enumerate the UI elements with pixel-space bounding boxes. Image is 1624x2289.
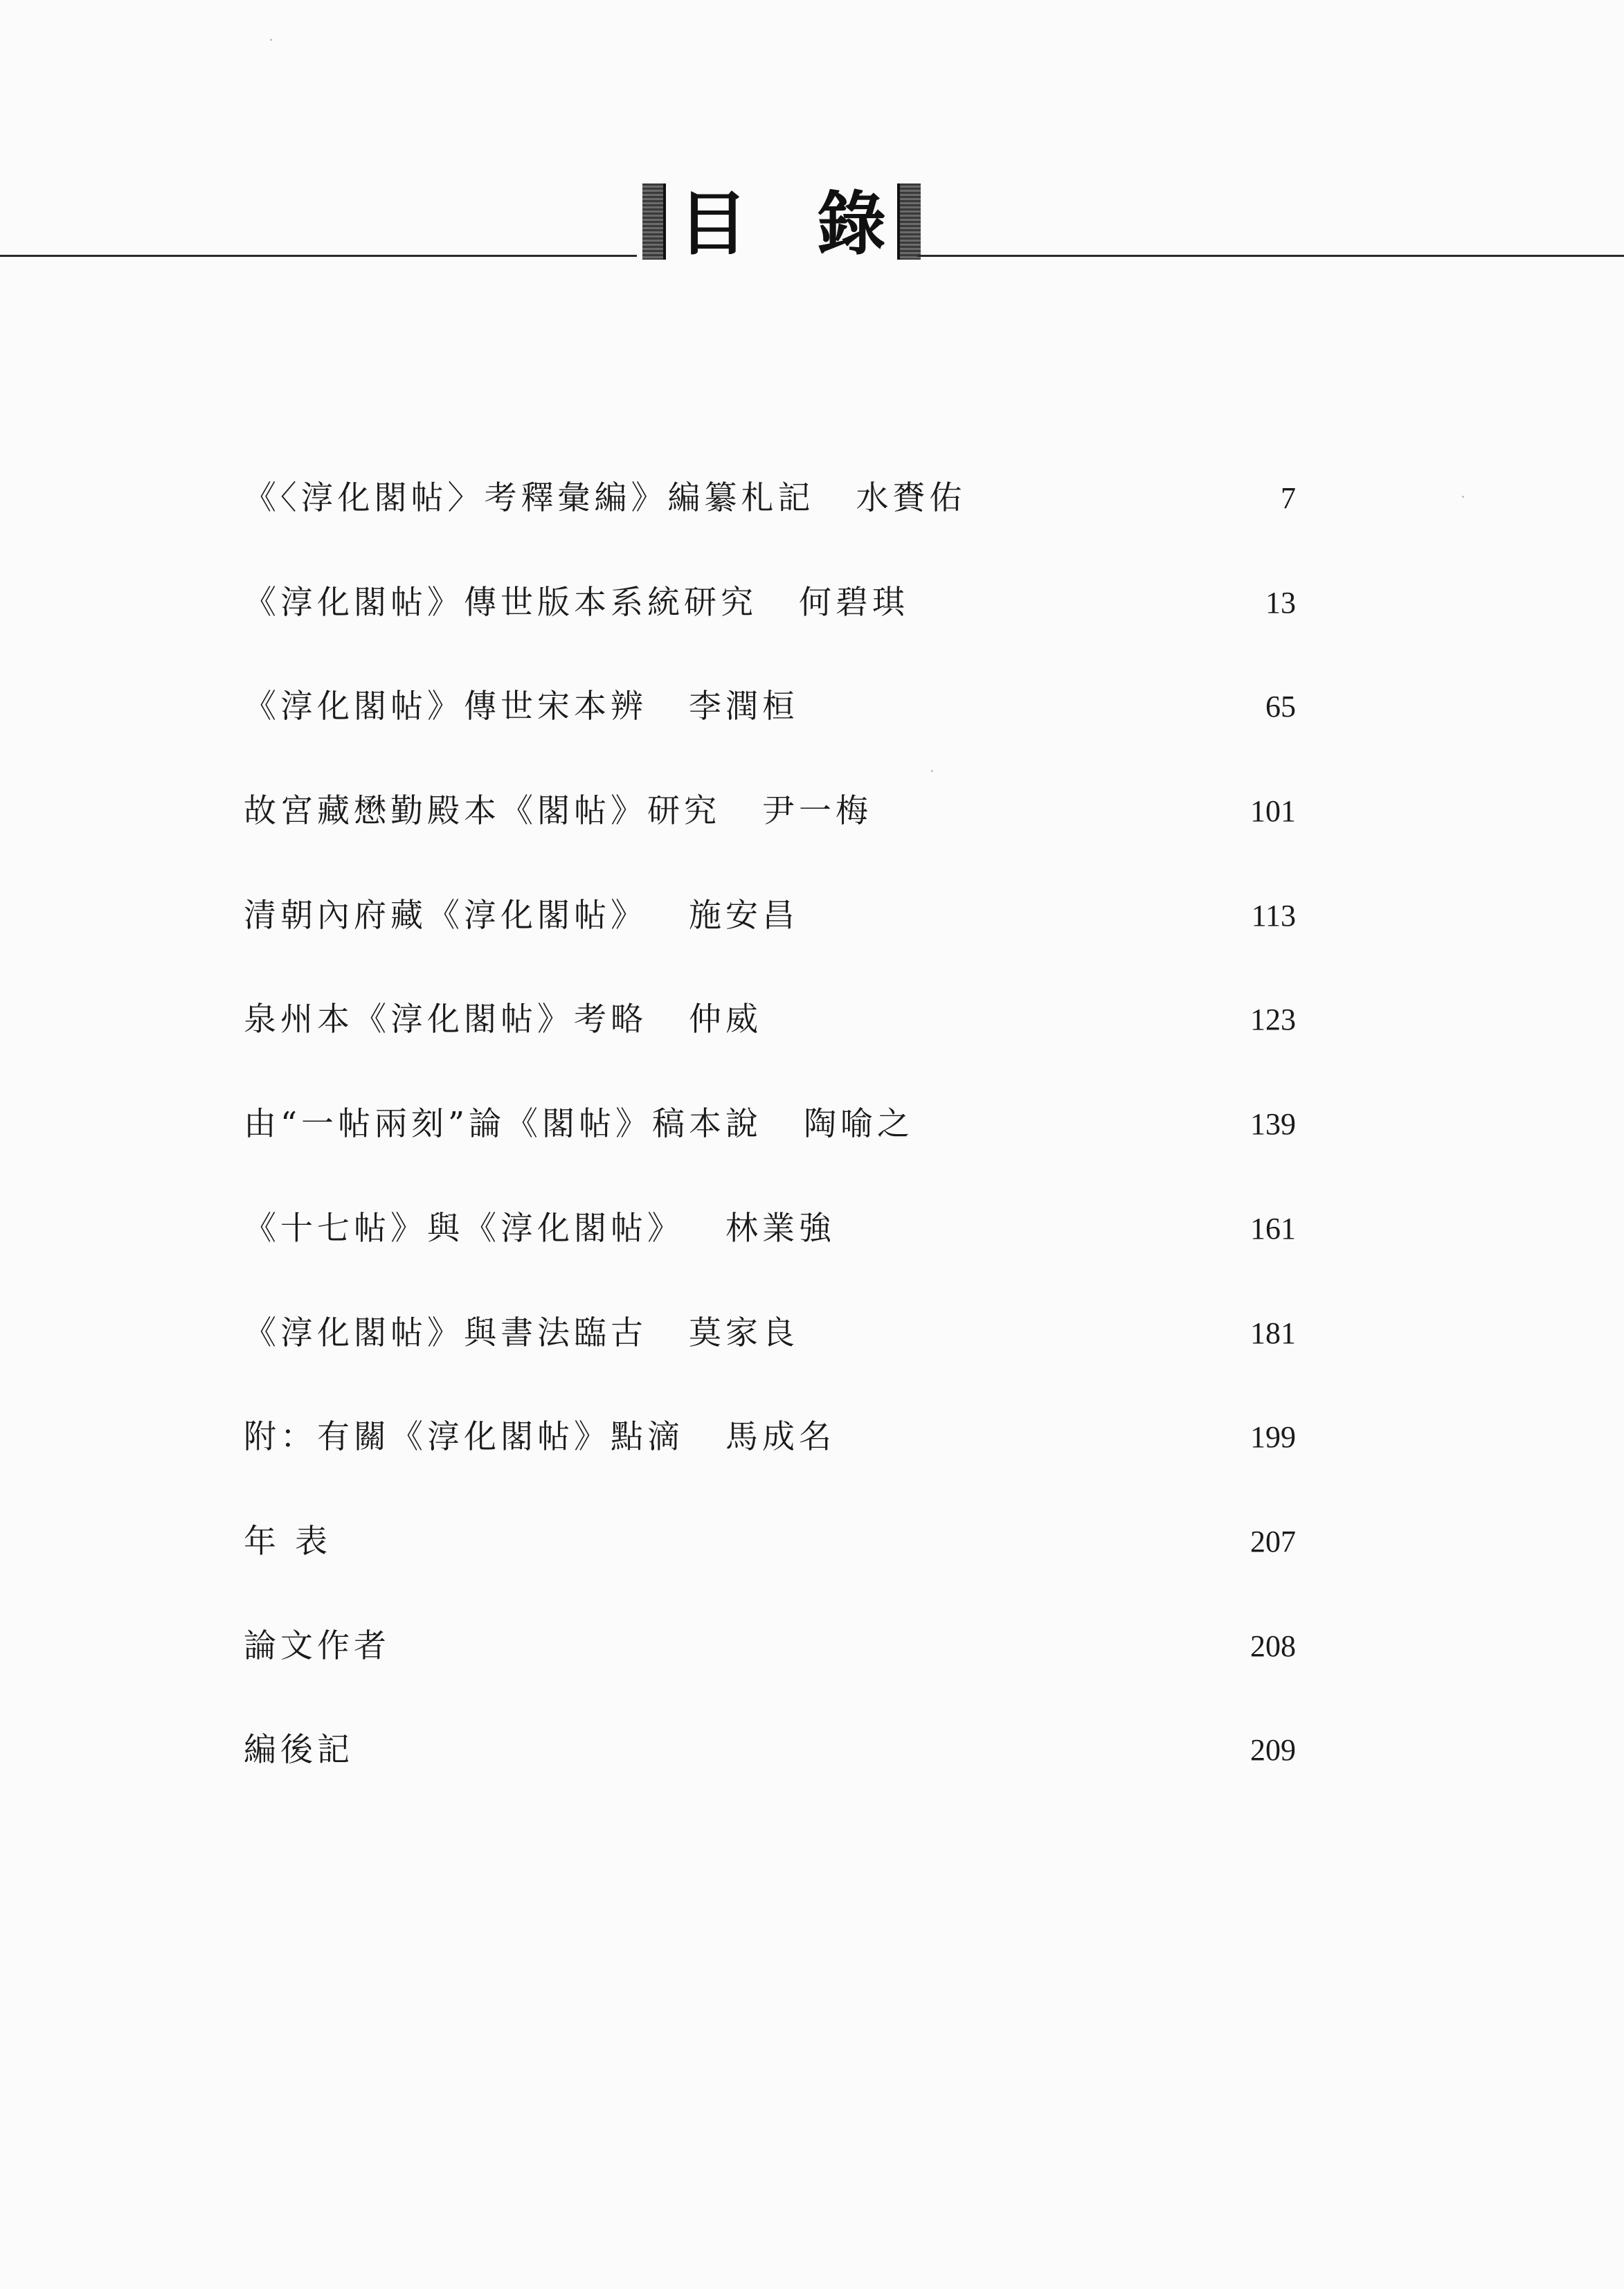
scan-speck bbox=[931, 770, 933, 772]
toc-entry-page: 113 bbox=[1251, 898, 1296, 933]
toc-entry[interactable] bbox=[244, 1626, 1296, 1730]
toc-entry-author: 尹一梅 bbox=[762, 792, 872, 831]
toc-entry-page: 139 bbox=[1250, 1107, 1296, 1142]
toc-entry[interactable] bbox=[244, 791, 1296, 895]
toc-entry[interactable] bbox=[244, 999, 1296, 1104]
toc-entry-page: 207 bbox=[1250, 1524, 1296, 1559]
toc-entry-author: 何碧琪 bbox=[799, 583, 909, 622]
toc-entry-title: 《淳化閣帖》與書法臨古 bbox=[244, 1313, 647, 1352]
toc-entry-page: 161 bbox=[1250, 1211, 1296, 1246]
scan-speck bbox=[270, 39, 272, 41]
toc-entry[interactable] bbox=[244, 1521, 1296, 1626]
toc-entry-author: 馬成名 bbox=[725, 1418, 836, 1457]
table-of-contents bbox=[244, 478, 1296, 1834]
toc-entry-author: 仲威 bbox=[689, 1000, 762, 1039]
toc-entry-title: 論文作者 bbox=[244, 1626, 390, 1665]
toc-entry-author: 莫家良 bbox=[689, 1313, 799, 1352]
header-bar-left bbox=[642, 183, 666, 260]
toc-entry-page: 65 bbox=[1265, 690, 1296, 724]
toc-entry[interactable] bbox=[244, 1104, 1296, 1208]
toc-entry-title: 《淳化閣帖》傳世宋本辨 bbox=[244, 688, 647, 726]
header-rule-right bbox=[917, 255, 1624, 257]
header-bar-right bbox=[897, 183, 921, 260]
toc-entry[interactable] bbox=[244, 895, 1296, 1000]
toc-entry-page: 123 bbox=[1250, 1003, 1296, 1037]
toc-entry[interactable] bbox=[244, 1208, 1296, 1313]
toc-entry-title: 泉州本《淳化閣帖》考略 bbox=[244, 1000, 647, 1039]
toc-entry-page: 13 bbox=[1265, 585, 1296, 620]
toc-entry-title: 《十七帖》與《淳化閣帖》 bbox=[244, 1209, 684, 1248]
toc-entry[interactable] bbox=[244, 1417, 1296, 1521]
toc-entry[interactable] bbox=[244, 582, 1296, 687]
toc-entry-author: 施安昌 bbox=[689, 896, 799, 935]
toc-entry-title: 年 表 bbox=[244, 1522, 332, 1561]
toc-entry-title: 編後記 bbox=[244, 1731, 354, 1770]
header-rule-left bbox=[0, 255, 637, 257]
toc-entry-page: 101 bbox=[1250, 794, 1296, 829]
toc-entry-author: 李潤桓 bbox=[689, 688, 799, 726]
toc-entry-page: 199 bbox=[1250, 1420, 1296, 1455]
toc-entry[interactable] bbox=[244, 1730, 1296, 1834]
page-header bbox=[0, 173, 1624, 263]
scan-speck bbox=[1462, 496, 1464, 498]
toc-entry-author: 林業強 bbox=[725, 1209, 836, 1248]
page-title-char-2: 錄 bbox=[817, 183, 886, 264]
toc-entry-page: 181 bbox=[1250, 1316, 1296, 1350]
toc-entry-page: 7 bbox=[1281, 481, 1296, 515]
toc-entry-title: 《〈淳化閣帖〉考釋彙編》編纂札記 bbox=[244, 479, 815, 517]
toc-entry-title: 由“一帖兩刻”論《閣帖》稿本說 bbox=[244, 1105, 763, 1144]
toc-entry-title: 《淳化閣帖》傳世版本系統研究 bbox=[244, 583, 757, 622]
toc-entry-author: 水賚佑 bbox=[856, 479, 966, 517]
toc-entry-title: 清朝內府藏《淳化閣帖》 bbox=[244, 896, 647, 935]
page-title bbox=[678, 173, 886, 263]
toc-entry-title: 故宮藏懋勤殿本《閣帖》研究 bbox=[244, 792, 721, 831]
toc-entry[interactable] bbox=[244, 686, 1296, 791]
toc-entry[interactable] bbox=[244, 1313, 1296, 1417]
toc-entry[interactable] bbox=[244, 478, 1296, 582]
toc-entry-author: 陶喻之 bbox=[804, 1105, 914, 1144]
toc-entry-title: 附：有關《淳化閣帖》點滴 bbox=[244, 1418, 684, 1457]
toc-entry-page: 209 bbox=[1250, 1733, 1296, 1768]
toc-entry-page: 208 bbox=[1250, 1628, 1296, 1663]
page-title-char-1: 目 bbox=[678, 183, 748, 264]
